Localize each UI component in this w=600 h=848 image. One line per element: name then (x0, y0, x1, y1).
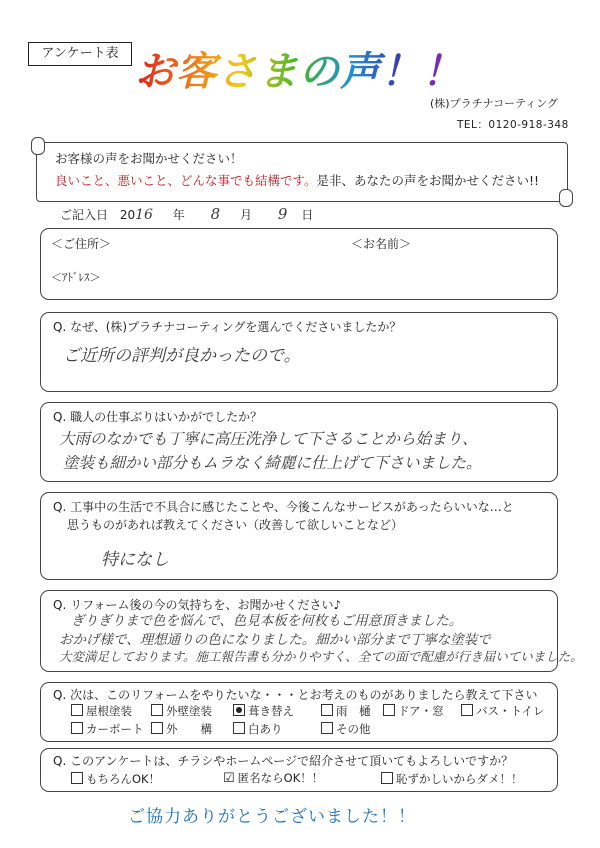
checked-checkbox-icon[interactable] (233, 704, 245, 716)
date-month-unit: 月 (240, 208, 253, 222)
checkbox-icon[interactable] (151, 704, 163, 716)
customer-info-box (40, 228, 558, 300)
survey-badge: アンケート表 (28, 42, 132, 66)
option-roof-paint[interactable]: 屋根塗装 (71, 703, 132, 719)
intro-line2 (55, 171, 539, 189)
checkbox-icon[interactable] (461, 704, 473, 716)
answer-2-line2: 塗装も細かい部分もムラなく綺麗に仕上げて下さいました。 (63, 454, 482, 472)
intro-line1: お客様の声をお聞かせください！ (55, 151, 243, 166)
option-door-window[interactable]: ドア・窓 (383, 703, 444, 719)
date-line (60, 205, 313, 223)
name-label: ＜お名前＞ (351, 237, 412, 251)
question-3-line2: 思うものがあれば教えてください（改善して欲しいことなど） (67, 518, 404, 532)
answer-4-line1: ぎりぎりまで色を悩んで、色見本板を何枚もご用意頂きました。 (71, 613, 463, 629)
answer-3: 特になし (101, 550, 169, 570)
intro-line2-rest: 是非、あなたの声をお聞かせください!! (316, 173, 540, 188)
thanks-message: ご協力ありがとうございました！！ (128, 807, 416, 827)
answer-2-line1: 大雨のなかでも丁寧に高圧洗浄して下さることから始まり、 (59, 430, 478, 448)
question-box-6 (40, 748, 558, 792)
option-anonymous-ok[interactable]: ☑ 匿名ならOK！！ (223, 771, 324, 786)
scroll-curl-icon (31, 137, 45, 155)
checkbox-icon[interactable] (381, 772, 393, 784)
option-wall-paint[interactable]: 外壁塗装 (151, 703, 212, 719)
question-box-4 (40, 590, 583, 672)
date-day-unit: 日 (301, 208, 314, 222)
question-box-3 (40, 492, 558, 580)
question-box-2 (40, 402, 558, 482)
option-other[interactable]: その他 (321, 721, 371, 737)
question-2: Q. 職人の仕事ぶりはいかがでしたか？ (53, 410, 263, 424)
scroll-curl-icon (559, 189, 573, 207)
option-termite[interactable]: 白あり (233, 721, 283, 737)
question-box-5 (40, 682, 558, 742)
address-label: ＜ご住所＞ (51, 237, 112, 251)
option-gutter[interactable]: 雨 樋 (321, 703, 371, 719)
intro-line2-red: 良いこと、悪いこと、どんな事でも結構です。 (55, 173, 317, 188)
answer-4-line2: おかげ様で、理想通りの色になりました。細かい部分まで丁寧な塗装で (59, 632, 491, 648)
page-title: お客さまの声！！ (135, 40, 463, 97)
checkbox-icon[interactable] (321, 704, 333, 716)
checkbox-icon[interactable] (321, 722, 333, 734)
checkbox-icon[interactable] (71, 722, 83, 734)
date-day-hand: 9 (277, 205, 288, 223)
company-name: (株)プラチナコーティング (430, 97, 559, 110)
option-carport[interactable]: カーポート (71, 721, 144, 737)
address2-label: ＜ｱﾄﾞﾚｽ＞ (51, 271, 101, 284)
checkbox-icon[interactable] (151, 722, 163, 734)
question-3-line1: Q. 工事中の生活で不具合に感じたことや、今後こんなサービスがあったらいいな…と (53, 500, 514, 514)
date-year-prefix: 20 (119, 208, 136, 222)
checkbox-icon[interactable] (71, 704, 83, 716)
question-6: Q. このアンケートは、チラシやホームページで紹介させて頂いてもよろしいですか？ (53, 754, 514, 768)
option-ok[interactable]: もちろんOK！ (71, 771, 160, 787)
date-label: ご記入日 (60, 208, 109, 222)
option-bath-toilet[interactable]: バス・トイレ (461, 703, 544, 719)
checkbox-icon[interactable] (71, 772, 83, 784)
answer-4-line3: 大変満足しております。施工報告書も分かりやすく、全ての面で配慮が行き届いていました。 (59, 649, 583, 664)
question-5: Q. 次は、このリフォームをやりたいな・・・とお考えのものがありましたら教えて下さい (53, 688, 538, 702)
question-box-1 (40, 312, 558, 392)
checkbox-icon[interactable] (233, 722, 245, 734)
date-year-unit: 年 (172, 208, 185, 222)
question-4: Q. リフォーム後の今の気持ちを、お聞かせください♪ (53, 598, 342, 612)
checked-checkbox-icon[interactable]: ☑ (223, 771, 235, 786)
checkbox-icon[interactable] (383, 704, 395, 716)
question-1: Q. なぜ、(株)プラチナコーティングを選んでくださいましたか？ (53, 320, 402, 334)
option-exterior[interactable]: 外 構 (151, 721, 212, 737)
intro-banner (36, 142, 568, 202)
phone-number: TEL：0120-918-348 (457, 119, 569, 131)
option-reroof[interactable]: 葺き替え (233, 703, 294, 719)
answer-1: ご近所の評判が良かったので。 (63, 346, 301, 366)
option-decline[interactable]: 恥ずかしいからダメ！！ (381, 771, 523, 787)
date-year-hand: 16 (135, 207, 153, 223)
date-month-hand: 8 (210, 205, 221, 223)
